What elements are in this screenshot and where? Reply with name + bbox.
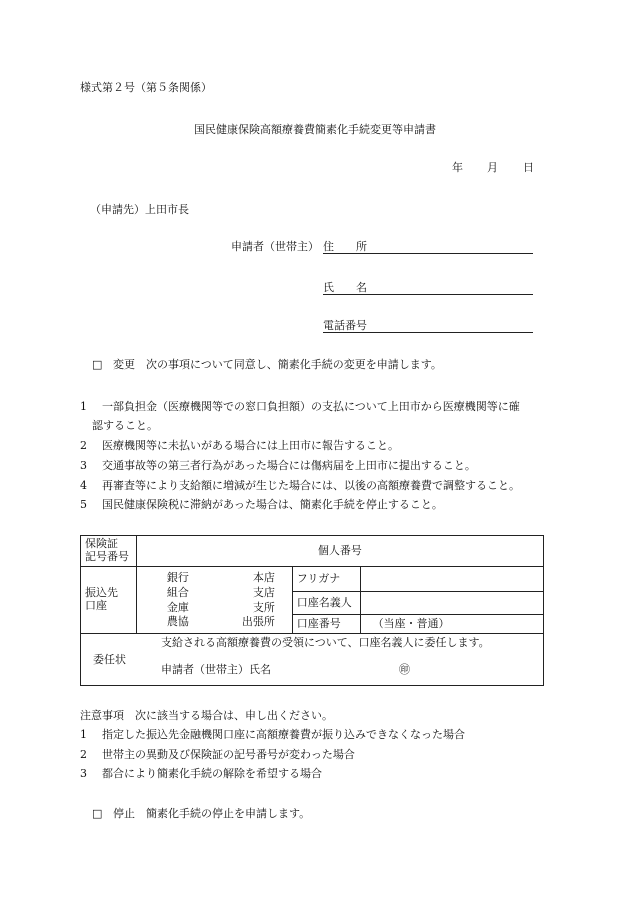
bank-type: 組合 <box>166 585 189 599</box>
term-num: 1 <box>80 400 87 413</box>
term-num: 5 <box>80 498 87 511</box>
account-holder-label: 口座名義人 <box>292 592 360 615</box>
note-text: 世帯主の異動及び保険証の記号番号が変わった場合 <box>102 748 355 761</box>
date-month: 月 <box>487 161 498 174</box>
name-label: 氏 名 <box>323 281 367 294</box>
date-day: 日 <box>523 161 534 174</box>
address-label: 住 所 <box>323 240 367 253</box>
term-text-cont: 認すること。 <box>92 419 158 432</box>
term-text: 再審査等により支給額に増減が生じた場合には、以後の高額療養費で調整すること。 <box>102 479 520 492</box>
term-text: 一部負担金（医療機関等での窓口負担額）の支払について上田市から医療機関等に確 <box>102 400 520 413</box>
delegation-section <box>81 634 544 686</box>
stop-text: 停止 簡素化手続の停止を申請します。 <box>113 807 311 820</box>
note-num: 1 <box>80 728 87 741</box>
delegation-label: 委任状 <box>93 653 126 666</box>
form-title: 国民健康保険高額療養費簡素化手続変更等申請書 <box>194 123 436 136</box>
branch-type: 本店 <box>252 571 275 585</box>
account-number-field[interactable] <box>360 615 543 634</box>
personal-number-cell[interactable] <box>136 536 543 567</box>
account-table <box>80 535 544 686</box>
term-num: 3 <box>80 459 87 472</box>
furigana-label: フリガナ <box>292 567 360 592</box>
date-year: 年 <box>452 161 463 174</box>
transfer-account-label: 振込先 口座 <box>81 567 137 634</box>
branch-type: 出張所 <box>241 615 275 629</box>
personal-number-label: 個人番号 <box>317 543 362 557</box>
account-type: （当座・普通） <box>372 616 450 630</box>
change-checkbox[interactable]: □ <box>92 358 103 371</box>
phone-field[interactable] <box>323 332 533 333</box>
phone-label: 電話番号 <box>323 319 367 332</box>
note-num: 2 <box>80 748 87 761</box>
branch-type: 支所 <box>252 600 275 614</box>
note-text: 都合により簡素化手続の解除を希望する場合 <box>102 767 322 780</box>
insurance-number-label: 保険証 記号番号 <box>81 536 137 567</box>
bank-type: 銀行 <box>166 571 189 585</box>
delegation-signer-label: 申請者（世帯主）氏名 <box>161 663 271 676</box>
stop-checkbox[interactable]: □ <box>92 807 103 820</box>
form-number: 様式第２号（第５条関係） <box>80 81 212 94</box>
seal-mark: ㊞ <box>399 663 410 676</box>
branch-type: 支店 <box>252 585 275 599</box>
notes-heading: 注意事項 次に該当する場合は、申し出ください。 <box>80 709 333 722</box>
bank-type: 金庫 <box>166 600 189 614</box>
term-num: 4 <box>80 479 87 492</box>
term-num: 2 <box>80 439 87 452</box>
change-text: 変更 次の事項について同意し、簡素化手続の変更を申請します。 <box>113 358 442 371</box>
address-field[interactable] <box>323 253 533 254</box>
account-number-label: 口座番号 <box>292 615 360 634</box>
term-text: 国民健康保険税に滞納があった場合は、簡素化手続を停止すること。 <box>102 498 443 511</box>
delegation-text: 支給される高額療養費の受領について、口座名義人に委任します。 <box>161 636 490 649</box>
account-holder-field[interactable] <box>360 592 543 615</box>
name-field[interactable] <box>323 294 533 295</box>
note-text: 指定した振込先金融機関口座に高額療養費が振り込みできなくなった場合 <box>102 728 465 741</box>
note-num: 3 <box>80 767 87 780</box>
bank-branch-cell[interactable] <box>136 567 292 634</box>
addressee: （申請先）上田市長 <box>90 203 189 216</box>
term-text: 医療機関等に未払いがある場合には上田市に報告すること。 <box>102 439 399 452</box>
furigana-field[interactable] <box>360 567 543 592</box>
applicant-label: 申請者（世帯主） <box>231 240 319 253</box>
bank-type: 農協 <box>166 615 189 629</box>
term-text: 交通事故等の第三者行為があった場合には傷病届を上田市に提出すること。 <box>102 459 476 472</box>
